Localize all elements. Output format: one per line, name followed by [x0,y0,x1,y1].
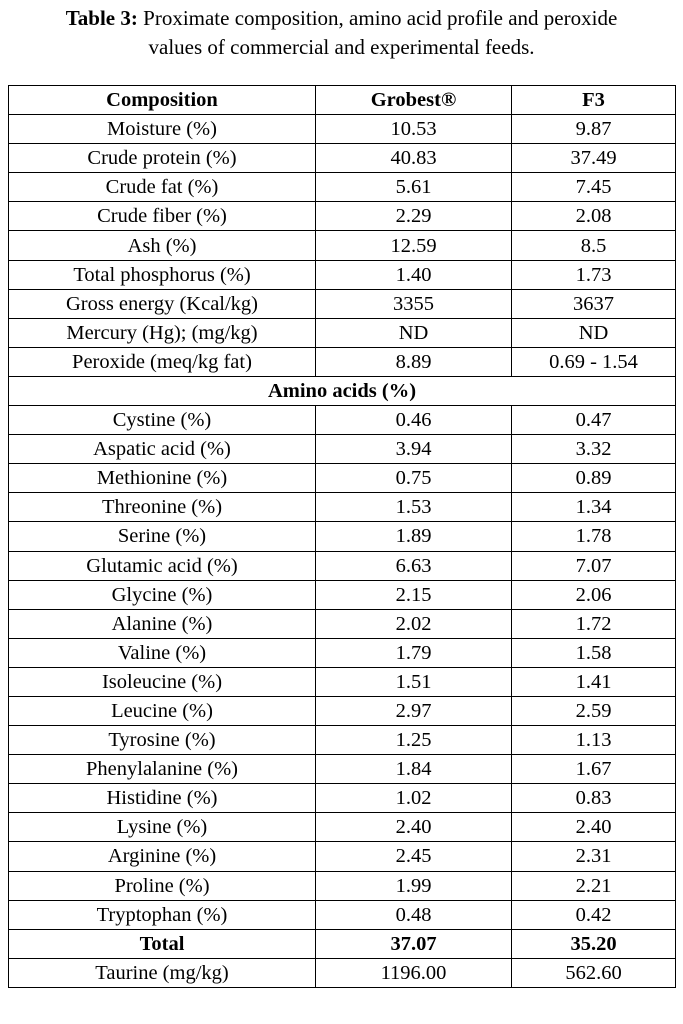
row-label: Serine (%) [9,522,316,551]
table-row [9,173,676,202]
table-row [9,871,676,900]
row-grobest: ND [316,318,512,347]
row-label: Peroxide (meq/kg fat) [9,347,316,376]
taurine-row [9,958,676,987]
row-f3: 1.67 [512,755,676,784]
table-row [9,347,676,376]
row-grobest: 8.89 [316,347,512,376]
proximate-section [9,115,676,377]
table-row [9,900,676,929]
table-caption [0,4,683,62]
total-label: Total [9,929,316,958]
row-f3: 3.32 [512,435,676,464]
row-grobest: 1.53 [316,493,512,522]
composition-table [8,85,676,988]
row-f3: 1.72 [512,609,676,638]
row-label: Phenylalanine (%) [9,755,316,784]
row-f3: 0.83 [512,784,676,813]
table-row [9,580,676,609]
table-row [9,551,676,580]
row-label: Crude protein (%) [9,144,316,173]
caption-line-1 [0,4,683,33]
row-f3: 7.45 [512,173,676,202]
taurine-grobest: 1196.00 [316,958,512,987]
row-grobest: 6.63 [316,551,512,580]
row-f3: 2.08 [512,202,676,231]
row-label: Lysine (%) [9,813,316,842]
summary-section [9,929,676,987]
row-f3: 1.73 [512,260,676,289]
row-label: Glutamic acid (%) [9,551,316,580]
row-grobest: 40.83 [316,144,512,173]
table-row [9,260,676,289]
row-grobest: 1.89 [316,522,512,551]
caption-line-2: values of commercial and experimental feeds. [148,35,535,59]
row-label: Isoleucine (%) [9,667,316,696]
table-row [9,115,676,144]
row-label: Crude fiber (%) [9,202,316,231]
section-heading-row [9,376,676,405]
row-f3: 1.13 [512,726,676,755]
table-row [9,464,676,493]
row-grobest: 3355 [316,289,512,318]
row-grobest: 0.75 [316,464,512,493]
total-grobest: 37.07 [316,929,512,958]
row-f3: 0.42 [512,900,676,929]
row-label: Proline (%) [9,871,316,900]
table-row [9,842,676,871]
row-f3: 1.41 [512,667,676,696]
row-label: Arginine (%) [9,842,316,871]
row-f3: 1.78 [512,522,676,551]
row-grobest: 1.02 [316,784,512,813]
row-grobest: 12.59 [316,231,512,260]
caption-text-1: Proximate composition, amino acid profile and peroxide [143,6,618,30]
table-row [9,493,676,522]
row-grobest: 1.51 [316,667,512,696]
table-row [9,813,676,842]
row-grobest: 0.48 [316,900,512,929]
row-f3: 2.06 [512,580,676,609]
table-row [9,609,676,638]
row-grobest: 0.46 [316,406,512,435]
row-label: Valine (%) [9,638,316,667]
row-f3: 3637 [512,289,676,318]
row-grobest: 1.84 [316,755,512,784]
header-grobest: Grobest® [316,86,512,115]
table-row [9,318,676,347]
taurine-label: Taurine (mg/kg) [9,958,316,987]
row-label: Total phosphorus (%) [9,260,316,289]
row-label: Moisture (%) [9,115,316,144]
amino-heading-section [9,376,676,405]
row-label: Mercury (Hg); (mg/kg) [9,318,316,347]
table-row [9,231,676,260]
row-f3: 1.34 [512,493,676,522]
header-f3: F3 [512,86,676,115]
caption-label: Table 3: [65,6,138,30]
row-f3: 0.47 [512,406,676,435]
table-row [9,406,676,435]
total-row [9,929,676,958]
table-row [9,522,676,551]
row-grobest: 3.94 [316,435,512,464]
row-grobest: 5.61 [316,173,512,202]
row-grobest: 1.99 [316,871,512,900]
row-grobest: 2.40 [316,813,512,842]
row-label: Glycine (%) [9,580,316,609]
row-label: Methionine (%) [9,464,316,493]
taurine-f3: 562.60 [512,958,676,987]
row-f3: 0.89 [512,464,676,493]
row-f3: 9.87 [512,115,676,144]
table-row [9,638,676,667]
row-f3: 8.5 [512,231,676,260]
row-label: Threonine (%) [9,493,316,522]
total-f3: 35.20 [512,929,676,958]
row-f3: 2.59 [512,696,676,725]
row-grobest: 1.40 [316,260,512,289]
row-f3: 37.49 [512,144,676,173]
row-grobest: 2.02 [316,609,512,638]
row-label: Gross energy (Kcal/kg) [9,289,316,318]
row-grobest: 2.97 [316,696,512,725]
row-grobest: 2.29 [316,202,512,231]
table-row [9,784,676,813]
table-row [9,289,676,318]
row-label: Tryptophan (%) [9,900,316,929]
table-row [9,726,676,755]
row-grobest: 2.45 [316,842,512,871]
row-label: Crude fat (%) [9,173,316,202]
amino-section [9,406,676,930]
row-label: Cystine (%) [9,406,316,435]
row-f3: 2.21 [512,871,676,900]
row-grobest: 2.15 [316,580,512,609]
row-f3: 1.58 [512,638,676,667]
table-row [9,696,676,725]
table-row [9,144,676,173]
row-label: Ash (%) [9,231,316,260]
row-label: Alanine (%) [9,609,316,638]
row-f3: 0.69 - 1.54 [512,347,676,376]
table-row [9,202,676,231]
row-grobest: 10.53 [316,115,512,144]
row-f3: 2.31 [512,842,676,871]
header-composition: Composition [9,86,316,115]
row-label: Aspatic acid (%) [9,435,316,464]
header-row [9,86,676,115]
row-f3: ND [512,318,676,347]
row-label: Histidine (%) [9,784,316,813]
row-grobest: 1.79 [316,638,512,667]
table-row [9,667,676,696]
row-f3: 2.40 [512,813,676,842]
row-f3: 7.07 [512,551,676,580]
amino-acids-heading: Amino acids (%) [9,376,676,405]
row-label: Leucine (%) [9,696,316,725]
table-row [9,435,676,464]
table-row [9,755,676,784]
row-grobest: 1.25 [316,726,512,755]
row-label: Tyrosine (%) [9,726,316,755]
